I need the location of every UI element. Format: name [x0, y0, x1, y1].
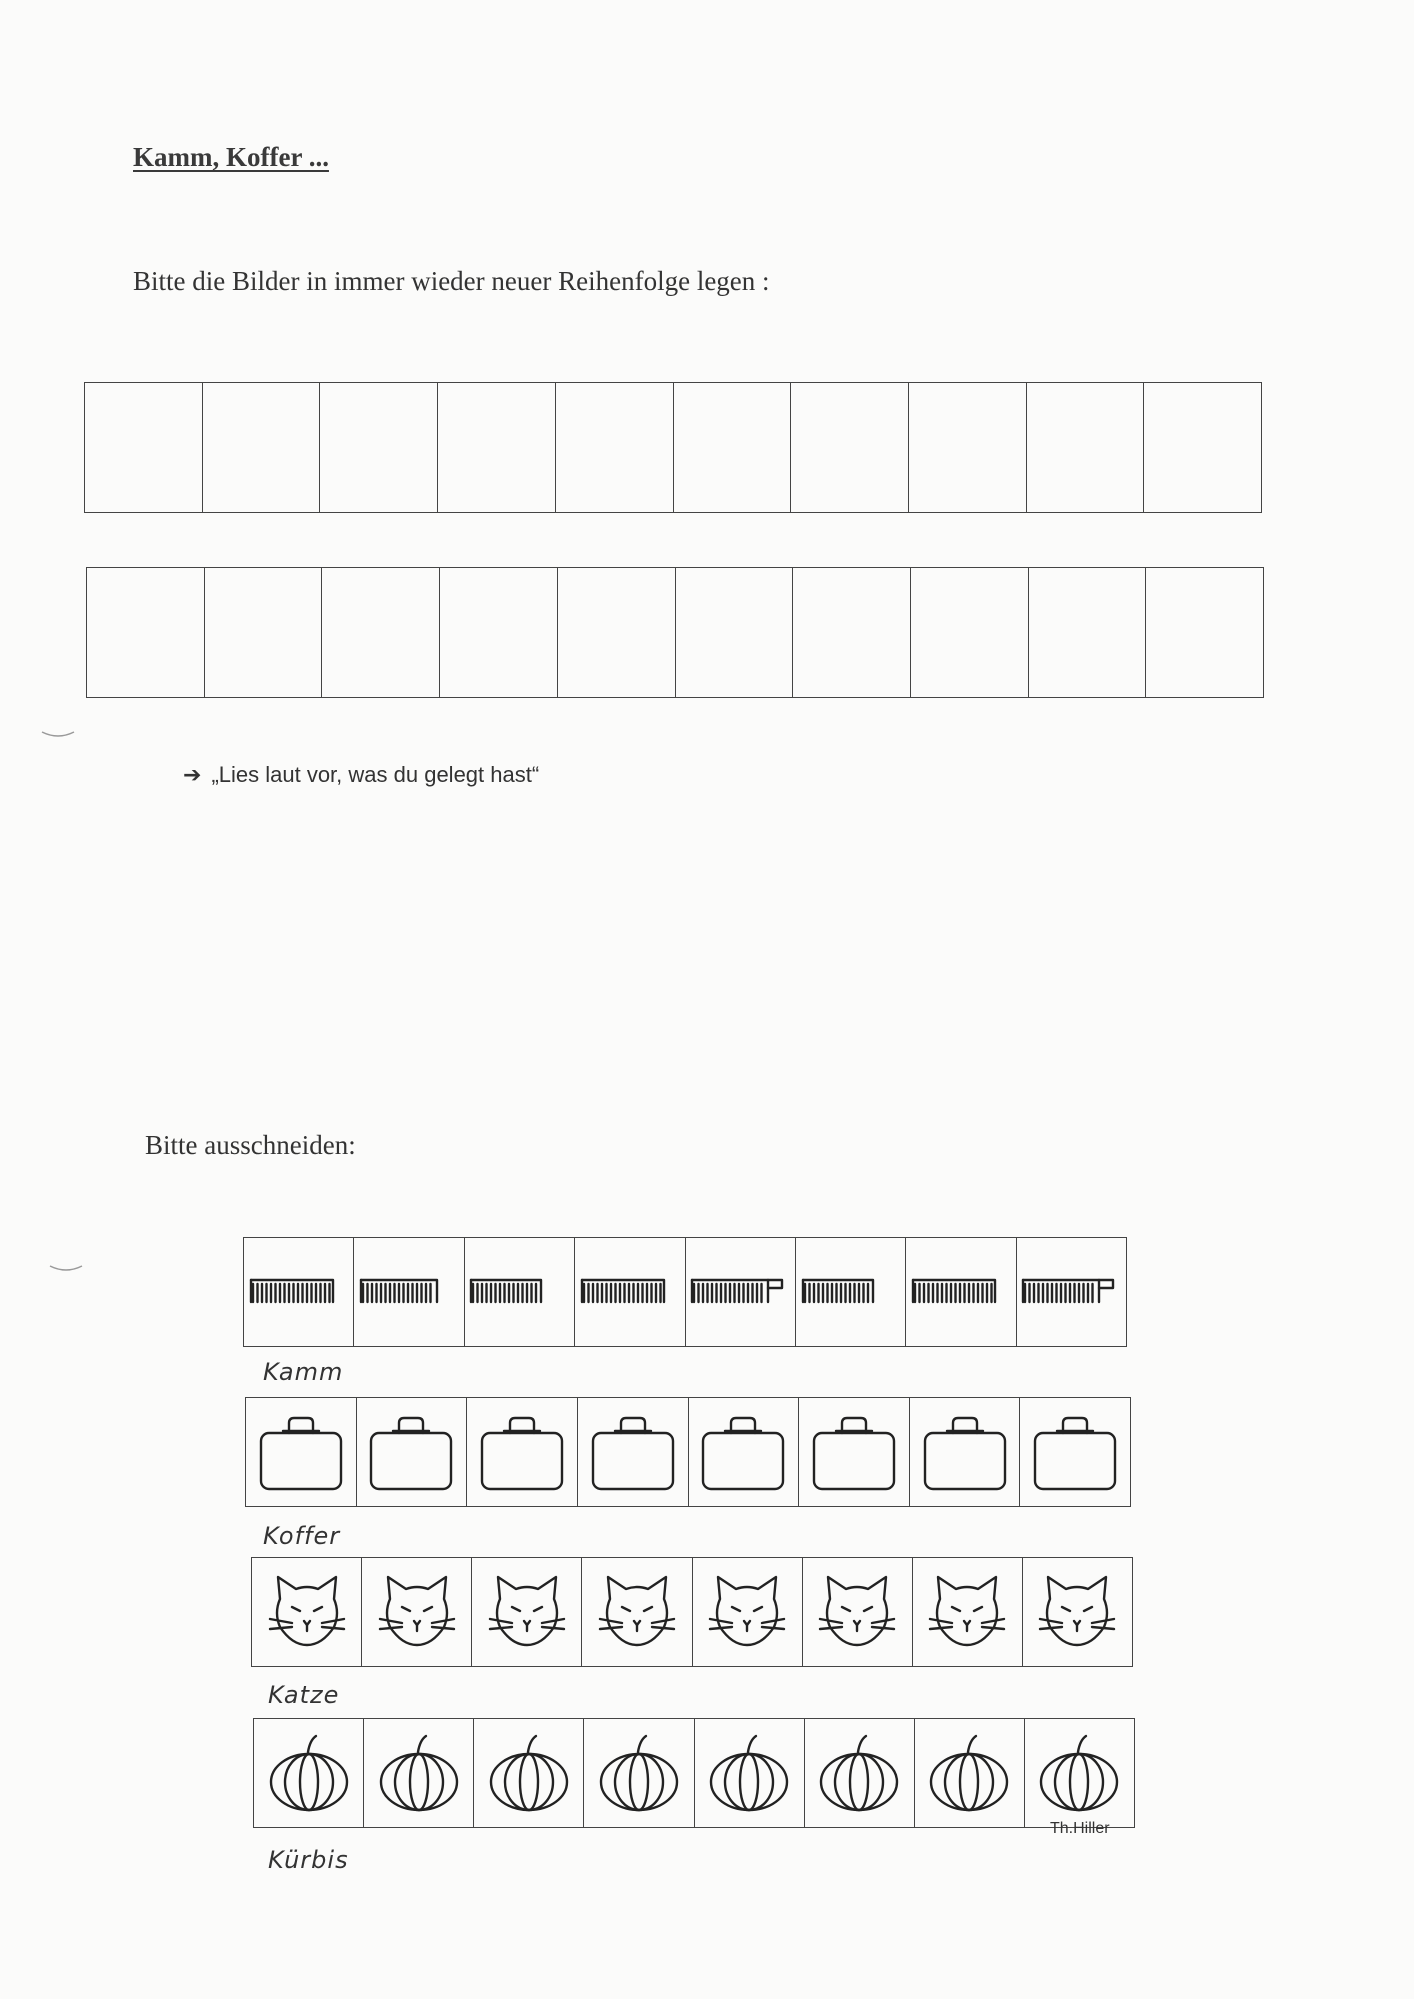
answer-cell[interactable]: [85, 383, 202, 512]
pumpkin-icon[interactable]: [804, 1719, 914, 1827]
comb-icon[interactable]: [464, 1238, 574, 1346]
right-arrow-icon: ➔: [183, 762, 202, 787]
comb-label: Kamm: [263, 1358, 344, 1386]
pumpkin-icon[interactable]: [914, 1719, 1024, 1827]
cat-face-icon[interactable]: [1022, 1558, 1132, 1666]
answer-row-2: [86, 567, 1264, 698]
answer-cell[interactable]: [792, 568, 910, 697]
answer-cell[interactable]: [87, 568, 204, 697]
answer-cell[interactable]: [673, 383, 791, 512]
cutout-instruction: Bitte ausschneiden:: [145, 1130, 356, 1160]
answer-cell[interactable]: [675, 568, 793, 697]
answer-cell[interactable]: [908, 383, 1026, 512]
comb-icon[interactable]: [353, 1238, 463, 1346]
suitcase-icon[interactable]: [1019, 1398, 1130, 1506]
pumpkin-strip: [253, 1718, 1135, 1828]
answer-cell[interactable]: [1143, 383, 1261, 512]
comb-icon[interactable]: [1016, 1238, 1126, 1346]
answer-cell[interactable]: [1028, 568, 1146, 697]
answer-cell[interactable]: [555, 383, 673, 512]
suitcase-label: Koffer: [263, 1522, 341, 1550]
answer-cell[interactable]: [319, 383, 437, 512]
comb-icon[interactable]: [244, 1238, 353, 1346]
answer-cell[interactable]: [1145, 568, 1263, 697]
cat-face-icon[interactable]: [912, 1558, 1022, 1666]
pumpkin-icon[interactable]: [694, 1719, 804, 1827]
cat-strip: [251, 1557, 1133, 1667]
answer-cell[interactable]: [437, 383, 555, 512]
suitcase-icon[interactable]: [356, 1398, 467, 1506]
answer-cell[interactable]: [557, 568, 675, 697]
pumpkin-label: Kürbis: [268, 1846, 349, 1874]
punch-mark: [48, 1262, 84, 1274]
comb-icon[interactable]: [685, 1238, 795, 1346]
instruction-text: Bitte die Bilder in immer wieder neuer Reihenfolge legen :: [133, 266, 770, 296]
answer-cell[interactable]: [790, 383, 908, 512]
answer-cell[interactable]: [1026, 383, 1144, 512]
answer-cell[interactable]: [202, 383, 320, 512]
answer-cell[interactable]: [321, 568, 439, 697]
suitcase-icon[interactable]: [466, 1398, 577, 1506]
pumpkin-icon[interactable]: [363, 1719, 473, 1827]
punch-mark: [40, 728, 76, 740]
suitcase-icon[interactable]: [246, 1398, 356, 1506]
page-title: Kamm, Koffer ...: [133, 142, 329, 172]
suitcase-strip: [245, 1397, 1131, 1507]
cat-face-icon[interactable]: [802, 1558, 912, 1666]
comb-icon[interactable]: [795, 1238, 905, 1346]
hint-text: „Lies laut vor, was du gelegt hast“: [211, 762, 540, 787]
cat-face-icon[interactable]: [361, 1558, 471, 1666]
cat-face-icon[interactable]: [252, 1558, 361, 1666]
cat-label: Katze: [268, 1681, 340, 1709]
comb-icon[interactable]: [574, 1238, 684, 1346]
suitcase-icon[interactable]: [798, 1398, 909, 1506]
answer-cell[interactable]: [910, 568, 1028, 697]
author-credit: Th.Hiller: [1050, 1820, 1110, 1837]
suitcase-icon[interactable]: [688, 1398, 799, 1506]
pumpkin-icon[interactable]: [583, 1719, 693, 1827]
pumpkin-icon[interactable]: [473, 1719, 583, 1827]
comb-strip: [243, 1237, 1127, 1347]
answer-cell[interactable]: [204, 568, 322, 697]
pumpkin-icon[interactable]: [254, 1719, 363, 1827]
suitcase-icon[interactable]: [909, 1398, 1020, 1506]
cat-face-icon[interactable]: [471, 1558, 581, 1666]
comb-icon[interactable]: [905, 1238, 1015, 1346]
pumpkin-icon[interactable]: [1024, 1719, 1134, 1827]
cat-face-icon[interactable]: [581, 1558, 691, 1666]
suitcase-icon[interactable]: [577, 1398, 688, 1506]
answer-cell[interactable]: [439, 568, 557, 697]
hint-line: [183, 762, 539, 788]
answer-row-1: [84, 382, 1262, 513]
cat-face-icon[interactable]: [692, 1558, 802, 1666]
